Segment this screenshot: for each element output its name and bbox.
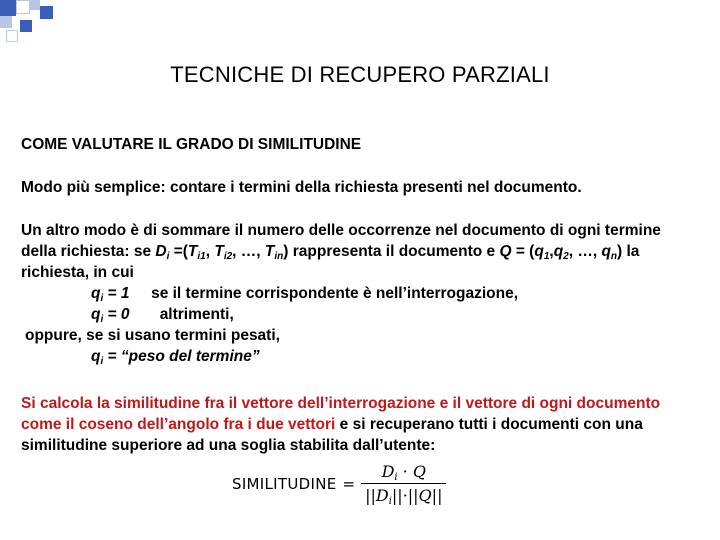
formula-lhs: SIMILITUDINE <box>232 474 337 493</box>
case-otherwise: $q_i = 0$ altrimenti, <box>91 306 234 325</box>
other-method-paragraph: Un altro modo è di sommare il numero delle occorrenze nel documento di ogni termine della richiesta: se $D_i =(T_{i1}$, $T_{i2}$, …, $T_{in}$) rappresenta il documento e $Q = (q_1,q_2$, …, $q_n$) la richiesta, in cui $q_i = 1$ se il termine corrispondente è nell’interrogazione, $q_i = 0$ altrimenti, oppure, se si usano termini pesati, $q_i$ = “peso del termine” <box>21 220 691 367</box>
section-heading: COME VALUTARE IL GRADO DI SIMILITUDINE <box>21 136 362 153</box>
similarity-formula <box>232 462 446 505</box>
formula-fraction <box>361 462 446 505</box>
formula-numerator: $D_i \cdot Q$ <box>381 462 426 483</box>
corner-decoration-square <box>0 16 12 28</box>
corner-decoration-square <box>6 30 18 42</box>
corner-decoration-square <box>30 0 40 10</box>
case-relevant: $q_i = 1$ se il termine corrispondente è nell’interrogazione, <box>91 285 519 304</box>
corner-decoration-square <box>20 20 32 32</box>
slide-title: TECNICHE DI RECUPERO PARZIALI <box>170 62 550 87</box>
conclusion-highlight: Si calcola la similitudine fra il vettore dell’interrogazione e il vettore di ogni documento come il coseno dell’angolo fra i due vettori <box>21 395 661 433</box>
case-weighted-intro: oppure, se si usano termini pesati, <box>25 327 280 344</box>
corner-decoration-square <box>16 0 30 14</box>
fraction-bar <box>361 483 446 484</box>
formula-denominator: $||D_i||\cdot||Q||$ <box>365 486 443 507</box>
conclusion-paragraph: Si calcola la similitudine fra il vettore dell’interrogazione e il vettore di ogni documento come il coseno dell’angolo fra i due vettori e si recuperano tutti i documenti con una similitudine superiore ad una soglia stabilita dall’utente: <box>21 395 661 454</box>
simple-method-paragraph: Modo più semplice: contare i termini della richiesta presenti nel documento. <box>21 179 582 196</box>
corner-decoration-square <box>40 6 53 19</box>
corner-decoration-square <box>0 0 16 16</box>
formula-equals: = <box>342 474 356 493</box>
case-weighted: $q_i$ = “peso del termine” <box>91 348 260 367</box>
